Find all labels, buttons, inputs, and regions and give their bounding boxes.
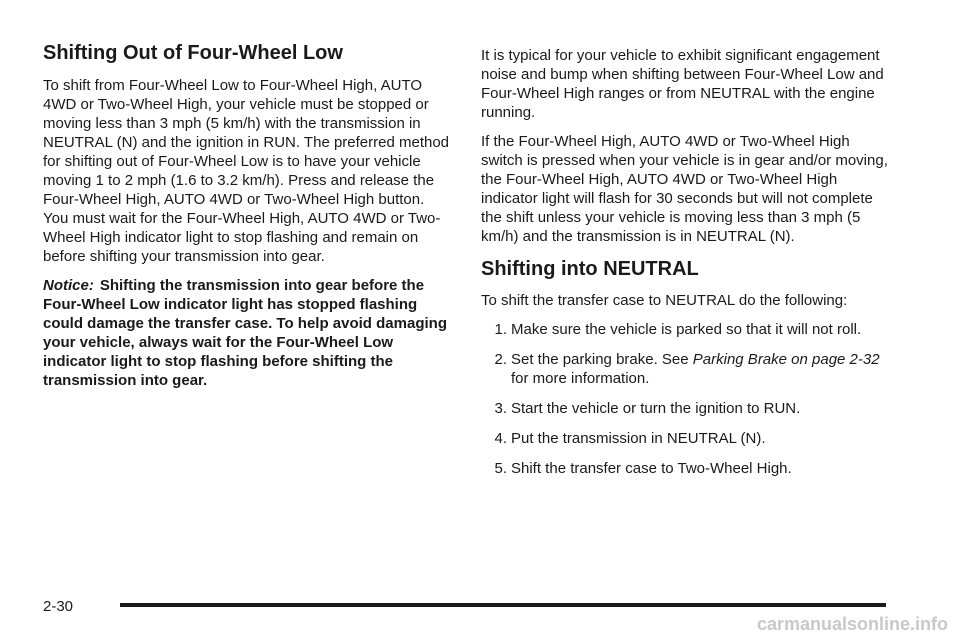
notice-text: Shifting the transmission into gear before the Four-Wheel Low indicator light has stopped flashing could damage the transfer case. To help avoid damaging your vehicle, always wait for the Four-Wheel Low indicator light to stop flashing before shifting the transmission into gear. [43, 277, 447, 389]
step-number: 3. [494, 400, 507, 417]
list-item [481, 459, 891, 478]
step-number: 4. [494, 430, 507, 447]
footer-divider [120, 603, 886, 607]
notice-block [43, 276, 453, 390]
section-heading-four-wheel-low: Shifting Out of Four-Wheel Low [43, 42, 343, 64]
list-item [481, 320, 891, 339]
list-item [481, 399, 891, 418]
step-text: Shift the transfer case to Two-Wheel High. [511, 460, 792, 477]
notice-label: Notice: [43, 277, 94, 294]
step-text: Make sure the vehicle is parked so that it will not roll. [511, 321, 862, 338]
step-text: Start the vehicle or turn the ignition to RUN. [511, 400, 801, 417]
paragraph-neutral-intro: To shift the transfer case to NEUTRAL do the following: [481, 292, 848, 309]
paragraph-engagement-noise: It is typical for your vehicle to exhibit significant engagement noise and bump when shifting between Four-Wheel Low and Four-Wheel High ranges or from NEUTRAL with the engine running. [481, 47, 884, 121]
paragraph-shift-instructions: To shift from Four-Wheel Low to Four-Wheel High, AUTO 4WD or Two-Wheel High, your vehicle must be stopped or moving less than 3 mph (5 km/h) with the transmission in NEUTRAL (N) and the ignition in RUN. The preferred method for shifting out of Four-Wheel Low is to have your vehicle moving 1 to 2 mph (1.6 to 3.2 km/h). Press and release the Four-Wheel High, AUTO 4WD or Two-Wheel High button. You must wait for the Four-Wheel High, AUTO 4WD or Two-Wheel High indicator light to stop flashing and remain on before shifting your transmission into gear. [43, 77, 450, 265]
page-reference-link[interactable]: Parking Brake on page 2-32 [692, 351, 880, 368]
step-text: for more information. [511, 370, 650, 387]
step-number: 2. [494, 351, 507, 368]
page-number: 2-30 [43, 598, 74, 615]
step-text: Put the transmission in NEUTRAL (N). [511, 430, 766, 447]
section-heading-neutral: Shifting into NEUTRAL [481, 258, 699, 280]
step-number: 1. [494, 321, 507, 338]
list-item [481, 429, 891, 448]
list-item [481, 350, 891, 388]
left-column [43, 40, 453, 400]
paragraph-indicator-flash: If the Four-Wheel High, AUTO 4WD or Two-Wheel High switch is pressed when your vehicle is in gear and/or moving, the Four-Wheel High, AUTO 4WD or Two-Wheel High indicator light will flash for 30 seconds but will not complete the shift unless your vehicle is moving less than 3 mph (5 km/h) and the transmission is in NEUTRAL (N). [481, 133, 888, 245]
step-text: Set the parking brake. See [511, 351, 693, 368]
step-number: 5. [494, 460, 507, 477]
neutral-steps-list [481, 320, 891, 478]
watermark: carmanualsonline.info [756, 614, 948, 634]
right-column [481, 46, 891, 489]
